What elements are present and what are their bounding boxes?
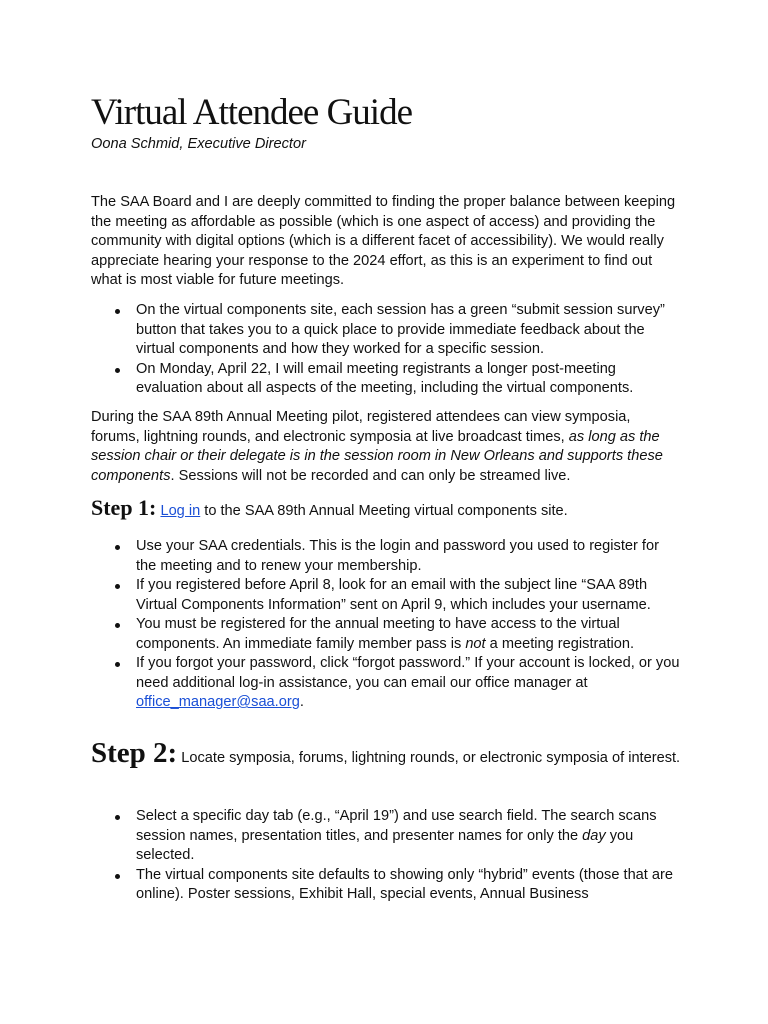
bullet-icon (115, 874, 120, 879)
log-in-link[interactable]: Log in (160, 503, 201, 519)
bullet-icon (115, 309, 120, 314)
pilot-paragraph: During the SAA 89th Annual Meeting pilot, registered attendees can view symposia, forums, lightning rounds, and electronic symposia at live broadcast times, as long as the session chair or their delegate is in the session room in New Orleans and supports these components. Sessions will not be recorded and can only be streamed live. (91, 409, 663, 484)
list-item: You must be registered for the annual meeting to have access to the virtual components. An immediate family member pass is not a meeting registration. (91, 615, 681, 654)
step-1-label: Step 1: (91, 495, 157, 520)
step-1-bullet-list (91, 537, 681, 713)
bullet-icon (115, 662, 120, 667)
step-2-heading: Step 2: Locate symposia, forums, lightning rounds, or electronic symposia of interest. (91, 737, 681, 769)
step-1-heading: Step 1: Log in to the SAA 89th Annual Meeting virtual components site. (91, 495, 568, 520)
list-item: Use your SAA credentials. This is the login and password you used to register for the meeting and to renew your membership. (91, 537, 681, 576)
step-2-label: Step 2: (91, 737, 178, 769)
author-line: Oona Schmid, Executive Director (91, 136, 306, 152)
document-title: Virtual Attendee Guide (91, 92, 413, 133)
list-item: On Monday, April 22, I will email meeting registrants a longer post-meeting evaluation about all aspects of the meeting, including the virtual components. (91, 360, 681, 399)
bullet-icon (115, 584, 120, 589)
step-2-bullet-list (91, 807, 681, 905)
bullet-icon (115, 623, 120, 628)
intro-paragraph: The SAA Board and I are deeply committed to finding the proper balance between keeping the meeting as affordable as possible (which is one aspect of access) and providing the community with digital options (which is a different facet of accessibility). We would really appreciate hearing your response to the 2024 effort, as this is an experiment to find out what is most viable for future meetings. (91, 194, 676, 288)
office-manager-email-link[interactable]: office_manager@saa.org (136, 694, 300, 710)
list-item: If you registered before April 8, look for an email with the subject line “SAA 89th Virtual Components Information” sent on April 9, which includes your username. (91, 576, 681, 615)
list-item: On the virtual components site, each session has a green “submit session survey” button that takes you to a quick place to provide immediate feedback about the virtual components and how they worked for a specific session. (91, 301, 681, 360)
bullet-icon (115, 545, 120, 550)
list-item: If you forgot your password, click “forgot password.” If your account is locked, or you need additional log-in assistance, you can email our office manager at office_manager@saa.org. (91, 654, 681, 713)
list-item: Select a specific day tab (e.g., “April 19”) and use search field. The search scans session names, presentation titles, and presenter names for only the day you selected. (91, 807, 681, 866)
feedback-bullet-list (91, 301, 681, 399)
list-item: The virtual components site defaults to showing only “hybrid” events (those that are online). Poster sessions, Exhibit Hall, special events, Annual Business (91, 866, 681, 905)
bullet-icon (115, 815, 120, 820)
bullet-icon (115, 368, 120, 373)
